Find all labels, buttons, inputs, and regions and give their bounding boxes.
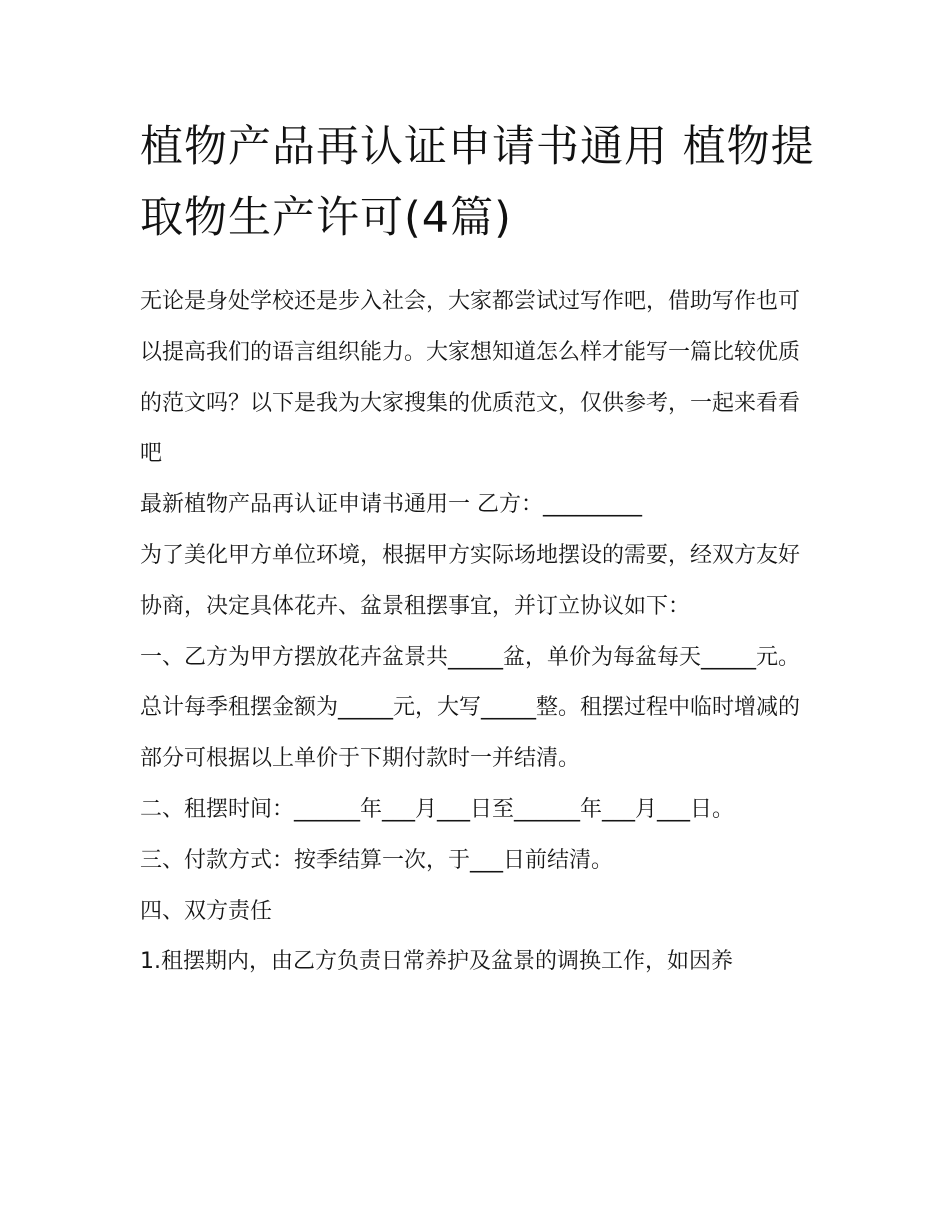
section-heading-party-b: 最新植物产品再认证申请书通用一 乙方：_________ (140, 492, 642, 518)
clause-four-item-one: 1.租摆期内，由乙方负责日常养护及盆景的调换工作，如因养 (140, 949, 733, 975)
intro-paragraph: 无论是身处学校还是步入社会，大家都尝试过写作吧，借助写作也可以提高我们的语言组织能力。大家想知道怎么样才能写一篇比较优质的范文吗？以下是我为大家搜集的优质范文，仅供参考，一起来看看吧 (140, 289, 801, 467)
clause-one-paragraph: 一、乙方为甲方摆放花卉盆景共_____盆，单价为每盆每天_____元。总计每季租摆金额为_____元，大写_____整。租摆过程中临时增减的部分可根据以上单价于下期付款时一并结清。 (140, 644, 801, 772)
clause-three-paragraph: 三、付款方式：按季结算一次，于___日前结清。 (140, 847, 614, 873)
clause-four-heading: 四、双方责任 (140, 898, 273, 924)
clause-two-paragraph: 二、租摆时间：______年___月___日至______年___月___日。 (140, 796, 735, 822)
document-body (140, 277, 820, 988)
agreement-purpose-paragraph: 为了美化甲方单位环境，根据甲方实际场地摆设的需要，经双方友好协商，决定具体花卉、盆景租摆事宜，并订立协议如下： (140, 542, 801, 619)
document-title: 植物产品再认证申请书通用 植物提取物生产许可(4篇) (140, 122, 815, 243)
